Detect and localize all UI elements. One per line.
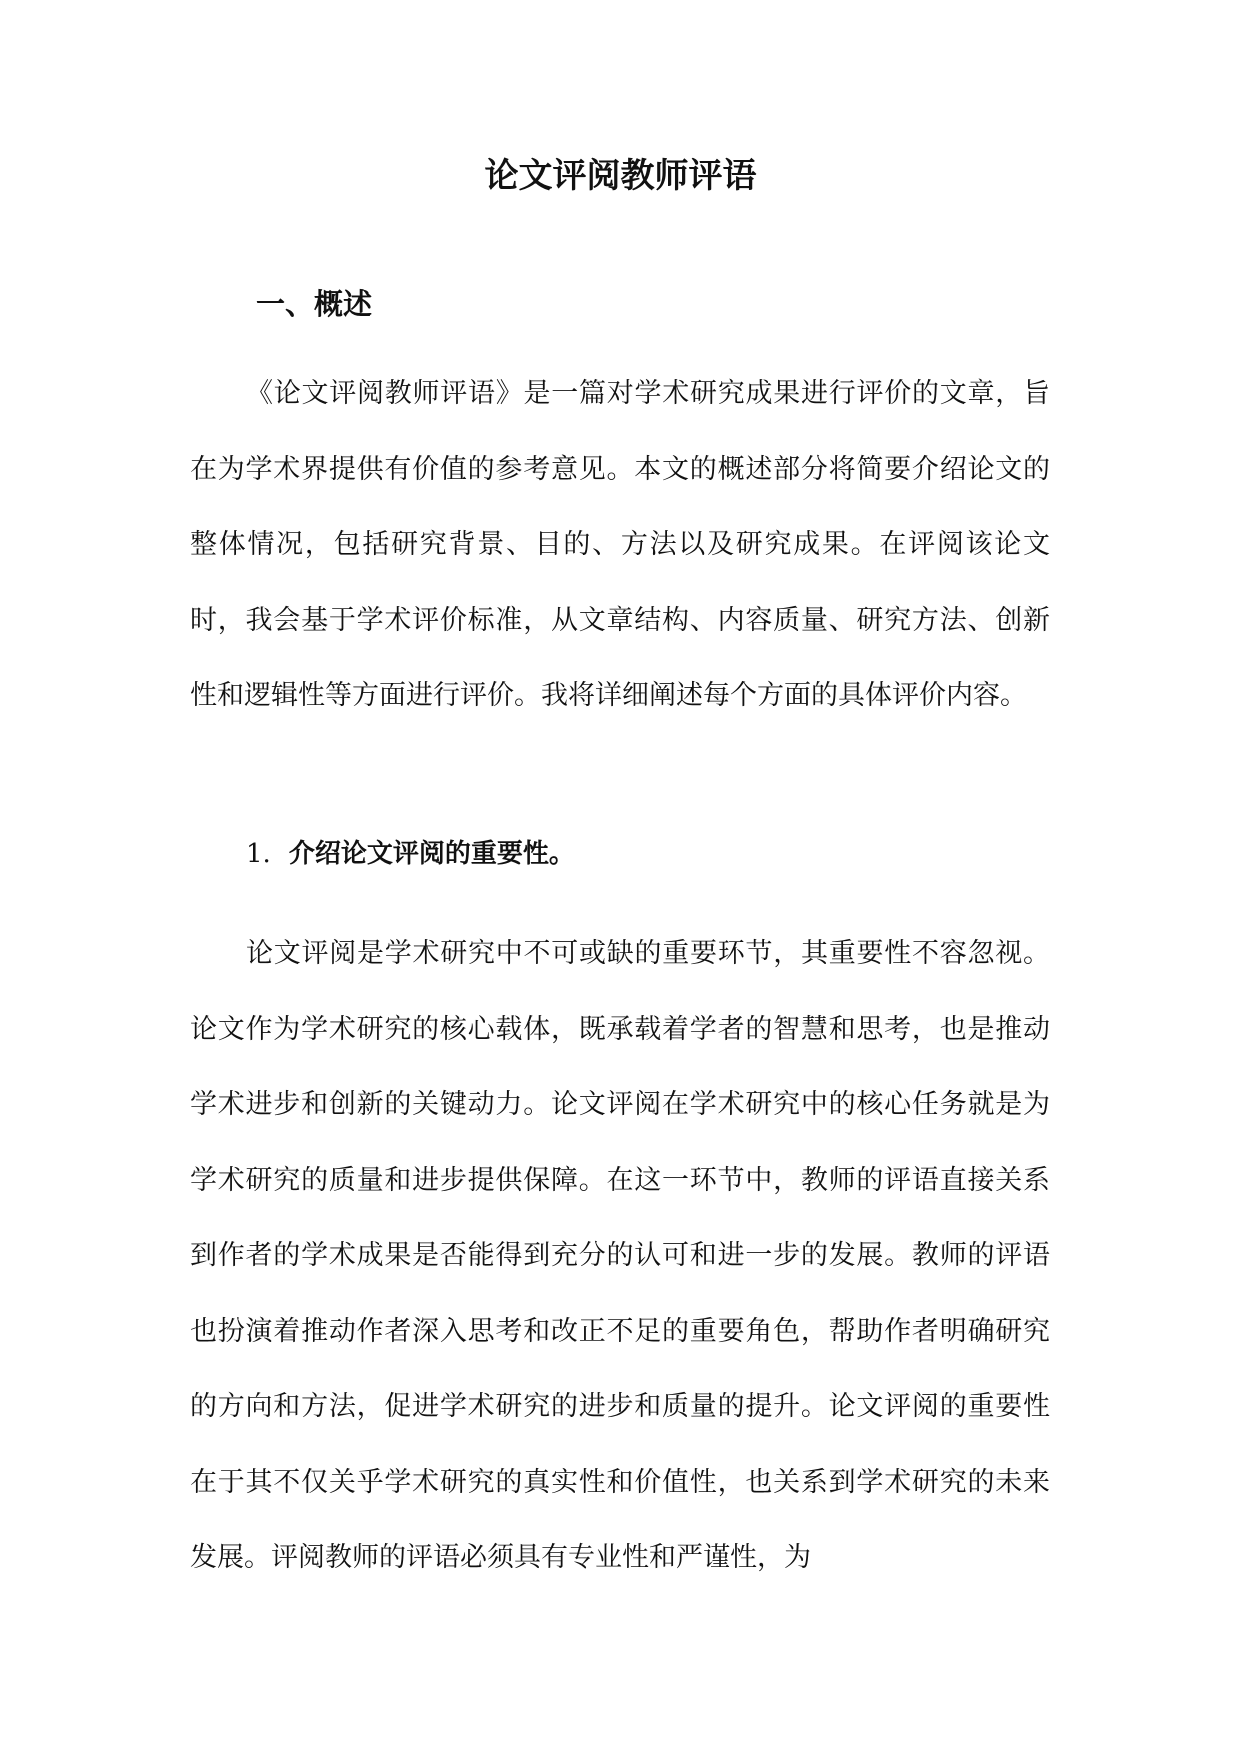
subsection-heading-text: 介绍论文评阅的重要性。 xyxy=(288,839,575,869)
subsection-heading xyxy=(246,828,575,880)
importance-paragraph: 论文评阅是学术研究中不可或缺的重要环节，其重要性不容忽视。论文作为学术研究的核心载体，既承载着学者的智慧和思考，也是推动学术进步和创新的关键动力。论文评阅在学术研究中的核心任务就是为学术研究的质量和进步提供保障。在这一环节中，教师的评语直接关系到作者的学术成果是否能得到充分的认可和进一步的发展。教师的评语也扮演着推动作者深入思考和改正不足的重要角色，帮助作者明确研究的方向和方法，促进学术研究的进步和质量的提升。论文评阅的重要性在于其不仅关乎学术研究的真实性和价值性，也关系到学术研究的未来发展。评阅教师的评语必须具有专业性和严谨性，为 xyxy=(190,938,1050,1573)
overview-paragraph: 《论文评阅教师评语》是一篇对学术研究成果进行评价的文章，旨在为学术界提供有价值的参考意见。本文的概述部分将简要介绍论文的整体情况，包括研究背景、目的、方法以及研究成果。在评阅该论文时，我会基于学术评价标准，从文章结构、内容质量、研究方法、创新性和逻辑性等方面进行评价。我将详细阐述每个方面的具体评价内容。 xyxy=(190,378,1050,711)
document-title: 论文评阅教师评语 xyxy=(484,156,757,196)
section-heading-overview: 一、概述 xyxy=(256,287,373,321)
subsection-number: 1. xyxy=(246,839,271,869)
